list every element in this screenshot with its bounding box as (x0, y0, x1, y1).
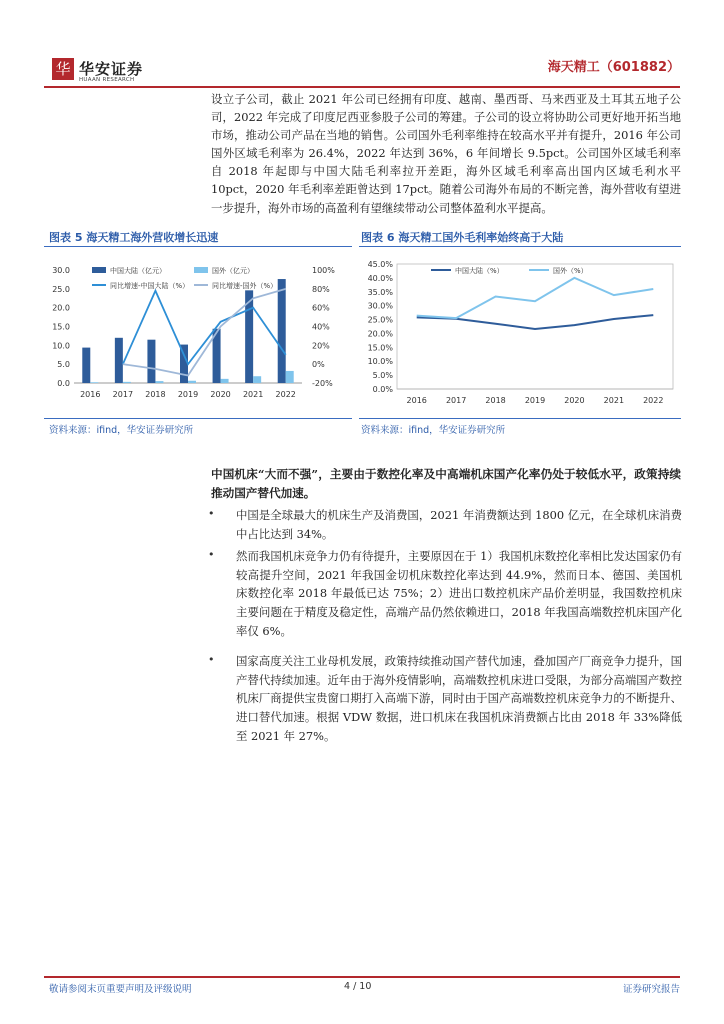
chart5-legend (92, 266, 277, 290)
figure5-source-rule (44, 418, 352, 419)
chart5-x-tick: 2022 (275, 390, 296, 399)
chart6-y-tick: 35.0% (367, 287, 393, 297)
chart5-growth-line (123, 291, 286, 364)
chart5-x-tick: 2020 (210, 390, 231, 399)
figure6-source-rule (359, 418, 681, 419)
chart6-y-tick: 25.0% (367, 315, 393, 325)
chart6-y-tick: 0.0% (372, 385, 393, 394)
chart5-bar (90, 382, 98, 383)
chart5-bar (188, 381, 196, 383)
header-divider (44, 86, 680, 88)
chart6-x-tick: 2018 (485, 396, 506, 405)
chart6-x-tick: 2016 (406, 396, 427, 405)
figure6-source: 资料来源：ifind，华安证券研究所 (361, 425, 506, 436)
chart5-legend-swatch (92, 267, 106, 273)
chart6-plot-frame (397, 264, 673, 389)
chart5-x-tick: 2016 (80, 390, 101, 399)
figure6-title: 图表 6 海天精工国外毛利率始终高于大陆 (361, 231, 564, 244)
bullet-icon: • (208, 653, 215, 666)
chart6-x-tick: 2020 (564, 396, 585, 405)
footer-divider (44, 976, 680, 978)
chart6-x-tick: 2021 (603, 396, 625, 405)
bullet-icon: • (208, 507, 215, 520)
body-paragraph: 设立子公司，截止 2021 年公司已经拥有印度、越南、墨西哥、马来西亚及土耳其五地子公司，2022 年完成了印度尼西亚参股子公司的筹建。子公司的设立将协助公司更好地开拓当地市场，推动公司产品在当地的销售。公司国外毛利率维持在较高水平并有提升，2016 年公司国外区域毛利率为 26.4%，2022 年达到 36%，6 年间增长 9.5pct。公司国外区域毛利率自 2018 年起即与中国大陆毛利率拉开差距，海外区域毛利率高出国内区域毛利水平 10pct，2020 年毛利率差距曾达到 17pct。随着公司海外布局的不断完善，海外营收有望进一步提升，海外市场的高盈利有望继续带动公司整体盈利水平提高。 (211, 92, 681, 215)
chart5-legend-label: 同比增速-中国大陆（%） (110, 282, 190, 290)
figure5-title-rule (44, 246, 352, 247)
footer-report-type: 证券研究报告 (622, 984, 680, 995)
chart5-y-tick: 0.0 (57, 379, 70, 388)
bullet-icon: • (208, 548, 215, 561)
chart6-x-tick: 2019 (524, 396, 546, 405)
chart5-y-tick: 10.0 (52, 341, 70, 351)
chart6-y-tick: 20.0% (367, 329, 393, 339)
chart6-y-tick: 45.0% (367, 260, 393, 269)
figure6-title-rule (359, 246, 681, 247)
chart5-bar (123, 382, 131, 383)
chart6-legend (431, 266, 588, 275)
bullet-item-2: 然而我国机床竞争力仍有待提升，主要原因在于 1）我国机床数控化率相比发达国家仍有较高提升空间，2021 年我国金切机床数控化率达到 44.9%，然而日本、德国、美国机床数控化率 2018 年最低已达 75%；2）进出口数控机床产品价差明显，我国数控机床主要问题在于精度及稳定性，高端产品仍然依赖进口，2018 年我国高端数控机床国产化率仅 6%。 (236, 549, 682, 638)
chart6-y-tick: 10.0% (367, 357, 393, 367)
chart5-legend-label: 国外（亿元） (212, 267, 254, 275)
chart5-y-tick: 30.0 (52, 266, 70, 275)
chart5-y2-tick: 60% (312, 303, 330, 313)
figure6-chart (359, 258, 681, 408)
chart5-y2-tick: 20% (312, 341, 330, 351)
chart6-x-tick: 2022 (643, 396, 664, 405)
chart5-bar (221, 379, 229, 383)
chart5-bars (82, 279, 293, 383)
chart5-y2-tick: 40% (312, 322, 330, 332)
chart5-growth-line (123, 289, 286, 376)
chart5-y-tick: 20.0 (52, 303, 70, 313)
chart5-bar (286, 371, 294, 383)
stock-label: 海天精工（601882） (547, 60, 680, 75)
chart5-bar (253, 376, 261, 383)
chart6-y-tick: 5.0% (372, 371, 393, 381)
chart5-y-tick: 15.0 (52, 322, 70, 332)
chart5-x-tick: 2017 (112, 390, 134, 399)
chart6-axes (397, 264, 673, 389)
chart5-y-tick: 5.0 (57, 360, 70, 370)
page-number: 4 / 10 (344, 981, 372, 992)
bullet-item-1: 中国是全球最大的机床生产及消费国，2021 年消费额达到 1800 亿元，在全球机床消费中占比达到 34%。 (236, 508, 682, 541)
chart5-y2-tick: 0% (312, 360, 325, 370)
chart5-bar (278, 279, 286, 383)
chart5-x-tick: 2019 (177, 390, 199, 399)
bullet-item-3: 国家高度关注工业母机发展，政策持续推动国产替代加速，叠加国产厂商竞争力提升，国产替代持续加速。近年由于海外疫情影响，高端数控机床进口受限，为部分高端国产数控机床厂商提供宝贵窗口期打入高端下游，同时由于国产高端数控机床竞争力的不断提升、进口替代加速。根据 VDW 数据，进口机床在我国机床消费额占比由 2018 年 33%降低至 2021 年 27%。 (236, 654, 682, 743)
chart5-bar (155, 381, 163, 383)
chart6-y-tick: 40.0% (367, 273, 393, 283)
chart5-x-tick: 2021 (242, 390, 264, 399)
chart6-x-tick: 2017 (445, 396, 467, 405)
chart6-y-tick: 15.0% (367, 343, 393, 353)
chart5-bar (115, 338, 123, 383)
chart5-y2-tick: -20% (312, 379, 333, 388)
brand-subtitle: HUAAN RESEARCH (79, 77, 135, 83)
chart5-y2-tick: 100% (312, 266, 335, 275)
chart6-series-line (417, 278, 654, 318)
chart6-legend-label: 中国大陆（%） (455, 267, 504, 275)
figure5-source: 资料来源：ifind，华安证券研究所 (49, 425, 194, 436)
chart6-lines (417, 278, 654, 329)
lead-paragraph: 中国机床“大而不强”，主要由于数控化率及中高端机床国产化率仍处于较低水平，政策持续推动国产替代加速。 (211, 467, 681, 500)
chart5-lines (123, 289, 286, 376)
chart5-bar (82, 348, 90, 383)
chart5-y-tick: 25.0 (52, 284, 70, 294)
chart5-legend-label: 同比增速-国外（%） (212, 282, 278, 290)
logo-icon: 华 (52, 58, 74, 80)
figure5-title: 图表 5 海天精工海外营收增长迅速 (49, 231, 219, 244)
chart6-y-tick: 30.0% (367, 301, 393, 311)
chart5-y2-tick: 80% (312, 284, 330, 294)
brand-name: 华安证券 (79, 60, 144, 78)
footer-disclaimer-link[interactable]: 敬请参阅末页重要声明及评级说明 (49, 984, 192, 995)
chart5-legend-swatch (194, 267, 208, 273)
chart6-ticks (368, 260, 664, 405)
chart5-x-tick: 2018 (145, 390, 166, 399)
chart6-legend-label: 国外（%） (553, 267, 588, 275)
chart5-legend-label: 中国大陆（亿元） (110, 267, 166, 275)
figure5-chart (44, 258, 352, 408)
chart5-bar (147, 340, 155, 383)
